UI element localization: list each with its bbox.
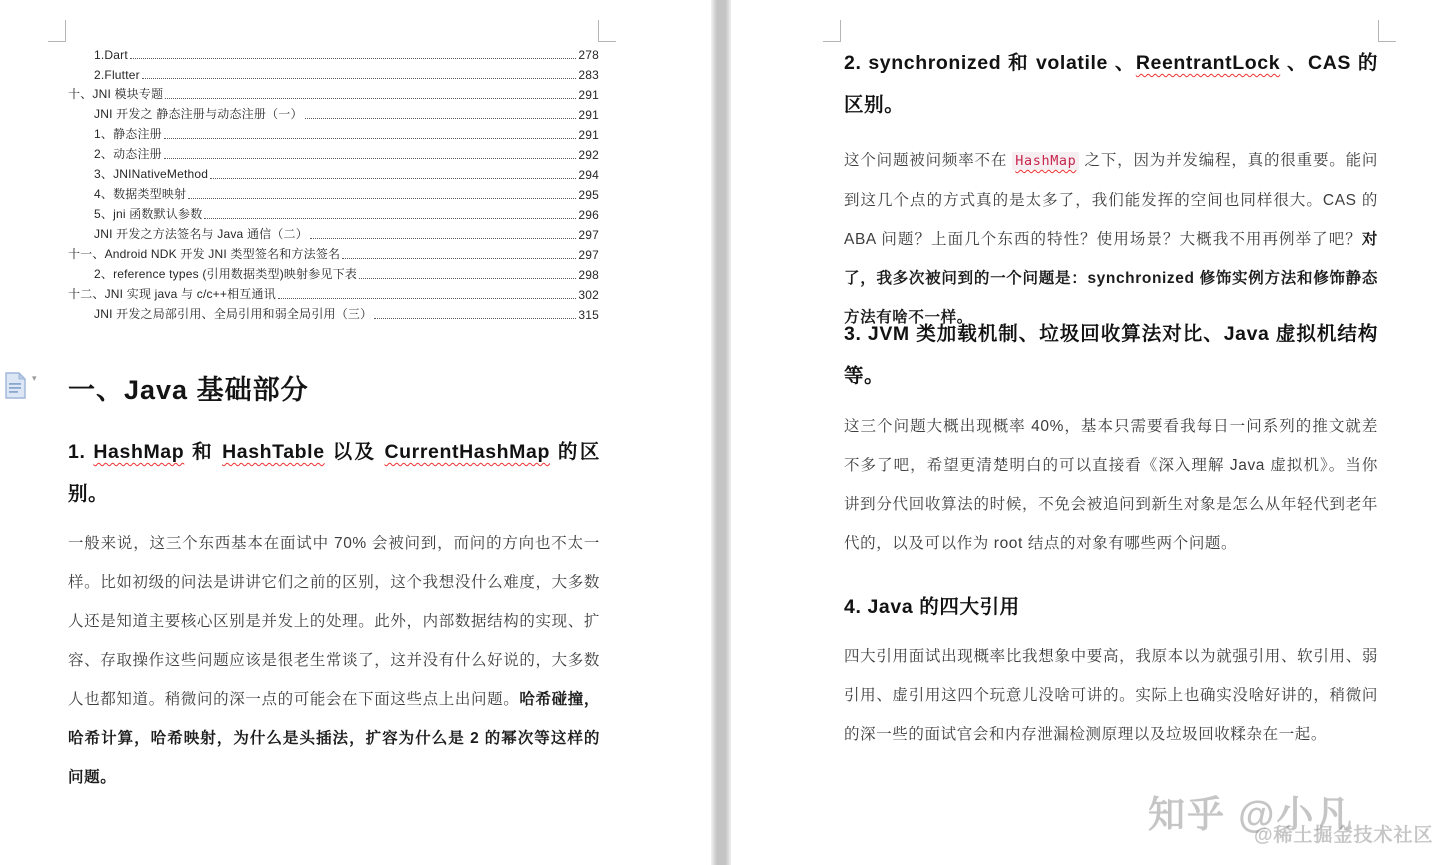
document-page-right — [731, 0, 1440, 865]
text-segment: 1. — [68, 441, 94, 463]
text-segment: 的区别。 — [68, 441, 600, 505]
toc-leader-dots — [278, 298, 576, 299]
toc-entry-label: 2、reference types (引用数据类型)映射参见下表 — [94, 267, 358, 281]
toc-page-number: 295 — [578, 188, 599, 202]
toc-entry[interactable] — [68, 302, 599, 322]
toc-page-number: 297 — [578, 228, 599, 242]
spellchecked-word: ReentrantLock — [1135, 52, 1281, 74]
section-title: 一、Java 基础部分 — [68, 375, 309, 405]
toc-entry-label: 1、静态注册 — [94, 127, 162, 141]
toc-leader-dots — [164, 138, 577, 139]
paragraph — [844, 637, 1378, 754]
watermark-juejin: @稀土掘金技术社区 — [1254, 825, 1434, 846]
toc-entry-label: 4、数据类型映射 — [94, 187, 187, 201]
toc-leader-dots — [188, 198, 576, 199]
toc-leader-dots — [310, 238, 576, 239]
toc-page-number: 291 — [578, 128, 599, 142]
toc-entry-label: JNI 开发之 静态注册与动态注册（一） — [94, 107, 303, 121]
table-of-contents — [68, 42, 599, 322]
inline-code: HashMap — [1012, 152, 1079, 170]
text-segment: 、CAS 的区别。 — [844, 52, 1378, 116]
section-heading — [844, 313, 1378, 397]
spellchecked-word: HashTable — [222, 441, 325, 463]
toc-leader-dots — [305, 118, 577, 119]
toc-page-number: 298 — [578, 268, 599, 282]
toc-entry[interactable] — [68, 282, 599, 302]
crop-mark-top-left — [48, 20, 66, 42]
toc-entry[interactable] — [68, 222, 599, 242]
section-heading — [844, 586, 1378, 628]
paragraph — [68, 524, 600, 797]
toc-entry-label: 十、JNI 模块专题 — [68, 87, 164, 101]
toc-entry-label: 2.Flutter — [94, 68, 140, 82]
toc-page-number: 296 — [578, 208, 599, 222]
toc-entry[interactable] — [68, 122, 599, 142]
toc-leader-dots — [130, 58, 576, 59]
toc-leader-dots — [342, 258, 576, 259]
toc-entry-label: JNI 开发之局部引用、全局引用和弱全局引用（三） — [94, 307, 373, 321]
crop-mark-top-right — [598, 20, 616, 42]
toc-page-number: 315 — [578, 308, 599, 322]
spellchecked-word: HashMap — [93, 441, 185, 463]
section-heading — [844, 42, 1378, 126]
text-segment: 这三个问题大概出现概率 40%，基本只需要看我每日一问系列的推文就差不多了吧，希望更清楚明白的可以直接看《深入理解 Java 虚拟机》。当你讲到分代回收算法的时候，不免会被追问到新生对象是怎么从年轻代到老年代的，以及可以作为 root 结点的对象有哪些两个问题。 — [844, 418, 1378, 552]
toc-entry-label: 5、jni 函数默认参数 — [94, 207, 203, 221]
bold-text-segment: 对了，我多次被问到的一个问题是：synchronized 修饰实例方法和修饰静态方法有啥不一样。 — [844, 231, 1378, 326]
toc-page-number: 292 — [578, 148, 599, 162]
toc-page-number: 278 — [578, 48, 599, 62]
toc-page-number: 291 — [578, 88, 599, 102]
toc-page-number: 302 — [578, 288, 599, 302]
toc-entry[interactable] — [68, 102, 599, 122]
toc-leader-dots — [165, 98, 576, 99]
text-segment: 这个问题被问频率不在 — [844, 152, 1013, 169]
toc-entry[interactable] — [68, 242, 599, 262]
toc-leader-dots — [204, 218, 576, 219]
toc-entry[interactable] — [68, 202, 599, 222]
document-page-left — [0, 0, 713, 865]
text-segment: 以及 — [324, 441, 385, 463]
toc-page-number: 283 — [578, 68, 599, 82]
text-segment: 和 — [184, 441, 223, 463]
toc-entry[interactable] — [68, 182, 599, 202]
toc-entry[interactable] — [68, 82, 599, 102]
toc-entry-label: 3、JNINativeMethod — [94, 167, 209, 181]
text-segment: 4. Java 的四大引用 — [844, 596, 1020, 618]
toc-entry-label: 2、动态注册 — [94, 147, 162, 161]
section-heading — [68, 431, 600, 515]
toc-leader-dots — [142, 78, 577, 79]
paragraph — [844, 141, 1378, 337]
toc-entry-label: 十一、Android NDK 开发 JNI 类型签名和方法签名 — [68, 247, 341, 261]
text-segment: 四大引用面试出现概率比我想象中要高，我原本以为就强引用、软引用、弱引用、虚引用这四个玩意儿没啥可讲的。实际上也确实没啥好讲的，稍微问的深一些的面试官会和内存泄漏检测原理以及垃圾回收糅杂在一起。 — [844, 648, 1378, 743]
toc-entry[interactable] — [68, 262, 599, 282]
spellchecked-word: CurrentHashMap — [384, 441, 550, 463]
toc-leader-dots — [210, 178, 576, 179]
text-segment: 2. synchronized 和 volatile 、 — [844, 52, 1136, 74]
toc-entry-label: 1.Dart — [94, 48, 128, 62]
toc-leader-dots — [359, 278, 576, 279]
toc-page-number: 294 — [578, 168, 599, 182]
dropdown-arrow-icon[interactable]: ▾ — [32, 373, 37, 383]
toc-leader-dots — [374, 318, 576, 319]
watermark-zhihu: 知乎 @小凡 — [1148, 794, 1355, 835]
toc-entry[interactable] — [68, 162, 599, 182]
toc-entry-label: JNI 开发之方法签名与 Java 通信（二） — [94, 227, 308, 241]
bold-text-segment: 哈希碰撞，哈希计算，哈希映射，为什么是头插法，扩容为什么是 2 的幂次等这样的问题。 — [68, 691, 600, 786]
paragraph-options-button[interactable] — [4, 372, 44, 402]
toc-entry[interactable] — [68, 142, 599, 162]
page-gap-divider — [711, 0, 731, 865]
document-icon — [4, 386, 26, 403]
text-segment: 3. JVM 类加载机制、垃圾回收算法对比、Java 虚拟机结构等。 — [844, 323, 1378, 387]
toc-entry-label: 十二、JNI 实现 java 与 c/c++相互通讯 — [68, 287, 276, 301]
crop-mark-top-left — [823, 20, 841, 42]
toc-entry[interactable] — [68, 42, 599, 62]
toc-page-number: 291 — [578, 108, 599, 122]
text-segment: 之下，因为并发编程，真的很重要。能问到这几个点的方式真的是太多了，我们能发挥的空间也同样很大。CAS 的 ABA 问题？上面几个东西的特性？使用场景？大概我不用再例举了吧？ — [844, 152, 1378, 248]
toc-page-number: 297 — [578, 248, 599, 262]
text-segment: 一般来说，这三个东西基本在面试中 70% 会被问到，而问的方向也不太一样。比如初级的问法是讲讲它们之前的区别，这个我想没什么难度，大多数人还是知道主要核心区别是并发上的处理。此外，内部数据结构的实现、扩容、存取操作这些问题应该是很老生常谈了，这并没有什么好说的，大多数人也都知道。稍微问的深一点的可能会在下面这些点上出问题。 — [68, 535, 600, 708]
toc-leader-dots — [164, 158, 577, 159]
toc-entry[interactable] — [68, 62, 599, 82]
paragraph — [844, 407, 1378, 563]
crop-mark-top-right — [1378, 20, 1396, 42]
